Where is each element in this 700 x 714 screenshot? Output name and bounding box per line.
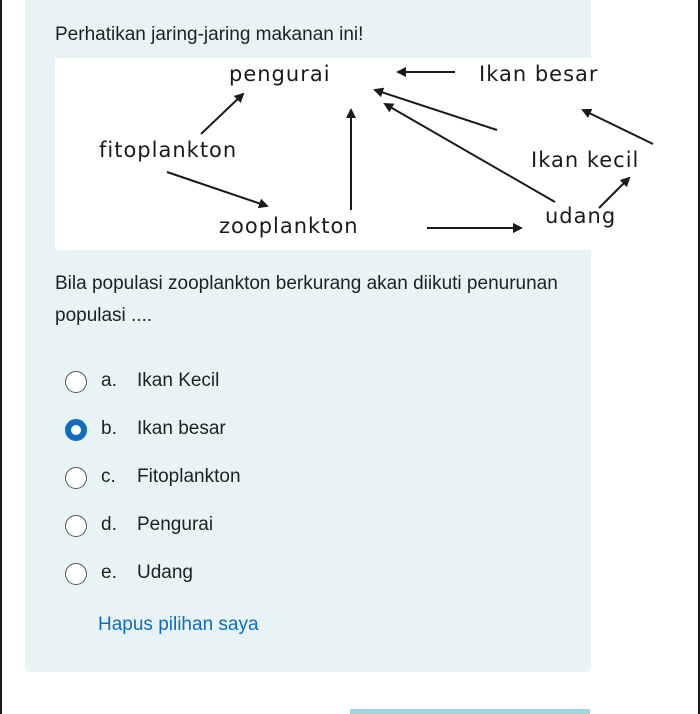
label-fitoplankton: fitoplankton (99, 138, 238, 162)
option-c[interactable] (65, 460, 545, 508)
option-b-text: Ikan besar (137, 418, 226, 439)
label-pengurai: pengurai (229, 62, 331, 86)
option-d-letter: d. (101, 514, 117, 535)
clear-choice-link[interactable]: Hapus pilihan saya (98, 614, 259, 635)
option-e[interactable] (65, 556, 545, 604)
arrow-fitoplankton-to-zooplankton (167, 172, 267, 206)
option-c-letter: c. (101, 466, 116, 487)
question-intro: Perhatikan jaring-jaring makanan ini! (55, 24, 364, 45)
arrow-ikankecil-to-ikanbesar (583, 110, 653, 144)
option-e-text: Udang (137, 562, 193, 583)
option-a[interactable] (65, 364, 545, 412)
arrow-ikankecil-to-pengurai (375, 90, 497, 130)
food-web-figure (55, 58, 661, 250)
question-card (25, 0, 640, 672)
option-a-letter: a. (101, 370, 117, 391)
option-a-text: Ikan Kecil (137, 370, 220, 391)
option-b-letter: b. (101, 418, 117, 439)
arrow-fitoplankton-to-pengurai (201, 94, 243, 134)
radio-d[interactable] (65, 515, 87, 537)
label-ikan-besar: Ikan besar (479, 62, 599, 86)
label-ikan-kecil: Ikan kecil (531, 148, 640, 172)
label-zooplankton: zooplankton (219, 214, 359, 238)
label-udang: udang (545, 204, 617, 228)
radio-c[interactable] (65, 467, 87, 489)
bottom-accent-bar (350, 709, 590, 714)
option-e-letter: e. (101, 562, 117, 583)
left-border (0, 0, 2, 714)
radio-a[interactable] (65, 371, 87, 393)
option-c-text: Fitoplankton (137, 466, 241, 487)
question-text: Bila populasi zooplankton berkurang akan diikuti penurunan populasi .... (55, 273, 558, 326)
arrow-udang-to-pengurai (385, 104, 555, 202)
option-d[interactable] (65, 508, 545, 556)
radio-b-selected[interactable] (65, 419, 87, 441)
option-b[interactable] (65, 412, 545, 460)
radio-e[interactable] (65, 563, 87, 585)
option-d-text: Pengurai (137, 514, 214, 535)
answer-options (65, 364, 545, 604)
